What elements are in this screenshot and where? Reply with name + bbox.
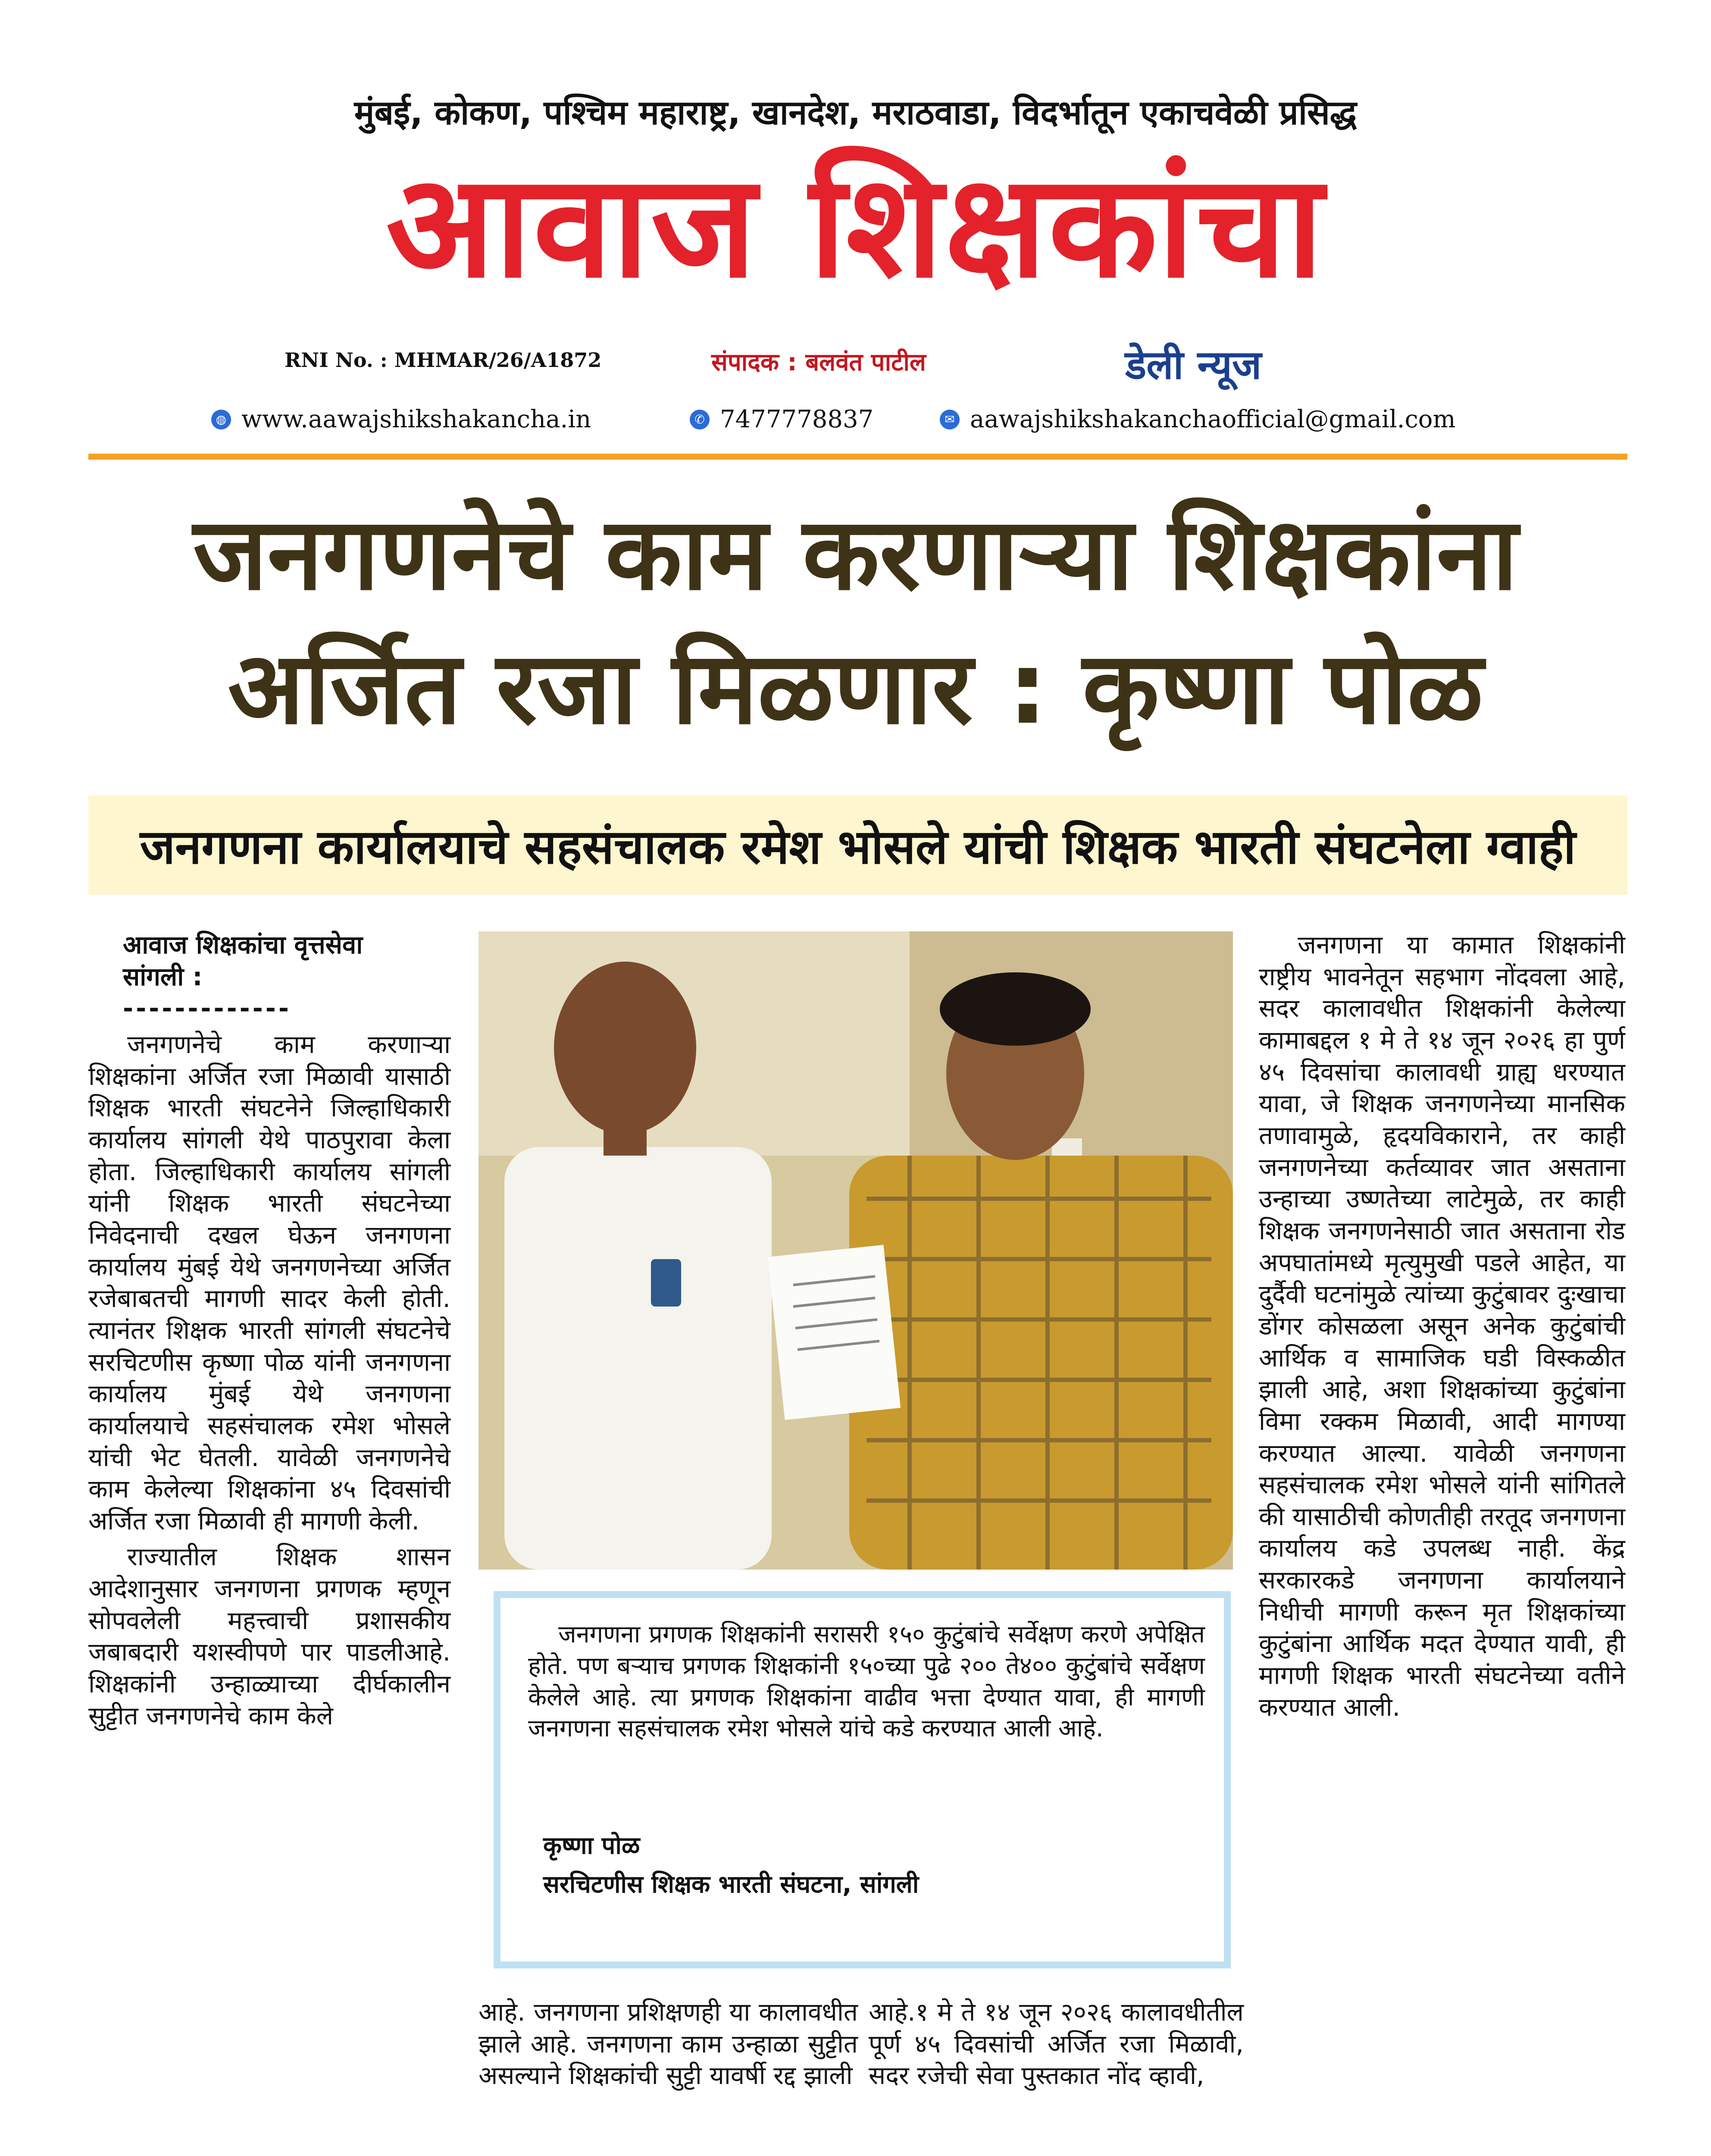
dateline: सांगली : (123, 962, 203, 991)
masthead-title: आवाज शिक्षकांचा (386, 144, 1325, 309)
subheadline: जनगणना कार्यालयाचे सहसंचालक रमेश भोसले यांची शिक्षक भारती संघटनेला ग्वाही (140, 819, 1576, 874)
pull-quote-author: कृष्णा पोळ (543, 1832, 640, 1860)
byline: आवाज शिक्षकांचा वृत्तसेवा (123, 930, 363, 959)
news-photo (479, 931, 1233, 1570)
contact-email[interactable] (940, 405, 1456, 433)
article-column-4 (1259, 929, 1625, 1727)
pull-quote-text: जनगणना प्रगणक शिक्षकांनी सरासरी १५० कुटुंबांचे सर्वेक्षण करणे अपेक्षित होते. पण बऱ्याच प्रगणक शिक्षकांनी १५०च्या पुढे २०० ते४०० कुटुंबांचे सर्वेक्षण केलेले आहे. त्या प्रगणक शिक्षकांना वाढीव भत्ता देण्यात यावा, ही मागणी जनगणना सहसंचालक रमेश भोसले यांचे कडे करण्यात आली आहे. (528, 1620, 1205, 1743)
article-column-3 (869, 1996, 1244, 2096)
article-column-2 (479, 1996, 858, 2096)
email-text: aawajshikshakanchaofficial@gmail.com (970, 405, 1456, 433)
rni-number: RNI No. : MHMAR/26/A1872 (285, 348, 602, 372)
paragraph: आहे. जनगणना प्रशिक्षणही या कालावधीत झाले आहे. जनगणना काम उन्हाळा सुट्टीत असल्याने शिक्षकांची सुट्टी यावर्षी रद्द झाली (479, 1997, 858, 2090)
mail-icon: ✉ (940, 410, 960, 429)
pull-quote-author-role: सरचिटणीस शिक्षक भारती संघटना, सांगली (543, 1871, 919, 1899)
phone-text: 7477778837 (720, 405, 874, 433)
paragraph: जनगणना या कामात शिक्षकांनी राष्ट्रीय भावनेतून सहभाग नोंदवला आहे, सदर कालावधीत शिक्षकांनी केलेल्या कामाबद्दल १ मे ते १४ जून २०२६ हा पुर्ण ४५ दिवसांचा कालावधी ग्राह्य धरण्यात यावा, जे शिक्षक जनगणनेच्या मानसिक तणावामुळे, हृदयविकाराने, तर काही जनगणनेच्या कर्तव्यावर जात असताना उन्हाच्या उष्णतेच्या लाटेमुळे, तर काही शिक्षक जनगणनेसाठी जात असताना रोड अपघातांमध्ये मृत्युमुखी पडले आहेत, या दुर्दैवी घटनांमुळे त्यांच्या कुटुंबावर दुःखाचा डोंगर कोसळला असून अनेक कुटुंबांची आर्थिक व सामाजिक घडी विस्कळीत झाली आहे, अशा शिक्षकांच्या कुटुंबांना विमा रक्कम मिळावी, आदी मागण्या करण्यात आल्या. यावेळी जनगणना सहसंचालक रमेश भोसले यांनी सांगितले की यासाठीची कोणतीही तरतूद जनगणना कार्यालय कडे उपलब्ध नाही. केंद्र सरकारकडे जनगणना कार्यालयाने निधीची मागणी करून मृत शिक्षकांच्या कुटुंबांना आर्थिक मदत देण्यात यावी, ही मागणी शिक्षक भारती संघटनेच्या वतीने करण्यात आली. (1259, 930, 1625, 1722)
article-column-1 (88, 929, 450, 1736)
contact-phone[interactable] (690, 405, 873, 433)
tagline: मुंबई, कोकण, पश्चिम महाराष्ट्र, खानदेश, मराठवाडा, विदर्भातून एकाचवेळी प्रसिद्ध (354, 94, 1357, 132)
edition-label: डेली न्यूज (1125, 342, 1262, 388)
headline-line-1: जनगणनेचे काम करणाऱ्या शिक्षकांना (193, 496, 1518, 612)
phone-icon: ✆ (690, 410, 710, 429)
headline-line-2: अर्जित रजा मिळणार : कृष्णा पोळ (228, 630, 1483, 746)
paragraph: आहे.१ मे ते १४ जून २०२६ कालावधीतील पूर्ण ४५ दिवसांची अर्जित रजा मिळावी, सदर रजेची सेवा पुस्तकात नोंद व्हावी, (869, 1997, 1244, 2090)
byline-divider: ------------- (123, 993, 291, 1023)
editor-credit: संपादक : बलवंत पाटील (711, 348, 926, 376)
globe-icon: ◍ (211, 410, 231, 429)
contact-website[interactable] (211, 405, 591, 433)
website-text: www.aawajshikshakancha.in (241, 405, 591, 433)
paragraph: जनगणनेचे काम करणाऱ्या शिक्षकांना अर्जित रजा मिळावी यासाठी शिक्षक भारती संघटनेने जिल्हाधिकारी कार्यालय सांगली येथे पाठपुरावा केला होता. जिल्हाधिकारी कार्यालय सांगली यांनी शिक्षक भारती संघटनेच्या निवेदनाची दखल घेऊन जनगणना कार्यालय मुंबई येथे जनगणनेच्या अर्जित रजेबाबतची मागणी सादर केली होती. त्यानंतर शिक्षक भारती सांगली संघटनेचे सरचिटणीस कृष्णा पोळ यांनी जनगणना कार्यालय मुंबई येथे जनगणना कार्यालयाचे सहसंचालक रमेश भोसले यांची भेट घेतली. यावेळी जनगणनेचे काम केलेल्या शिक्षकांना ४५ दिवसांची अर्जित रजा मिळावी ही मागणी केली. (88, 1029, 450, 1536)
header-divider (88, 454, 1627, 460)
photo-illustration (479, 931, 1233, 1570)
headline (0, 487, 1711, 755)
paragraph: राज्यातील शिक्षक शासन आदेशानुसार जनगणना प्रगणक म्हणून सोपवलेली महत्त्वाची प्रशासकीय जबाबदारी यशस्वीपणे पार पाडलीआहे. शिक्षकांनी उन्हाळ्याच्या दीर्घकालीन सुट्टीत जनगणनेचे काम केले (88, 1542, 450, 1730)
